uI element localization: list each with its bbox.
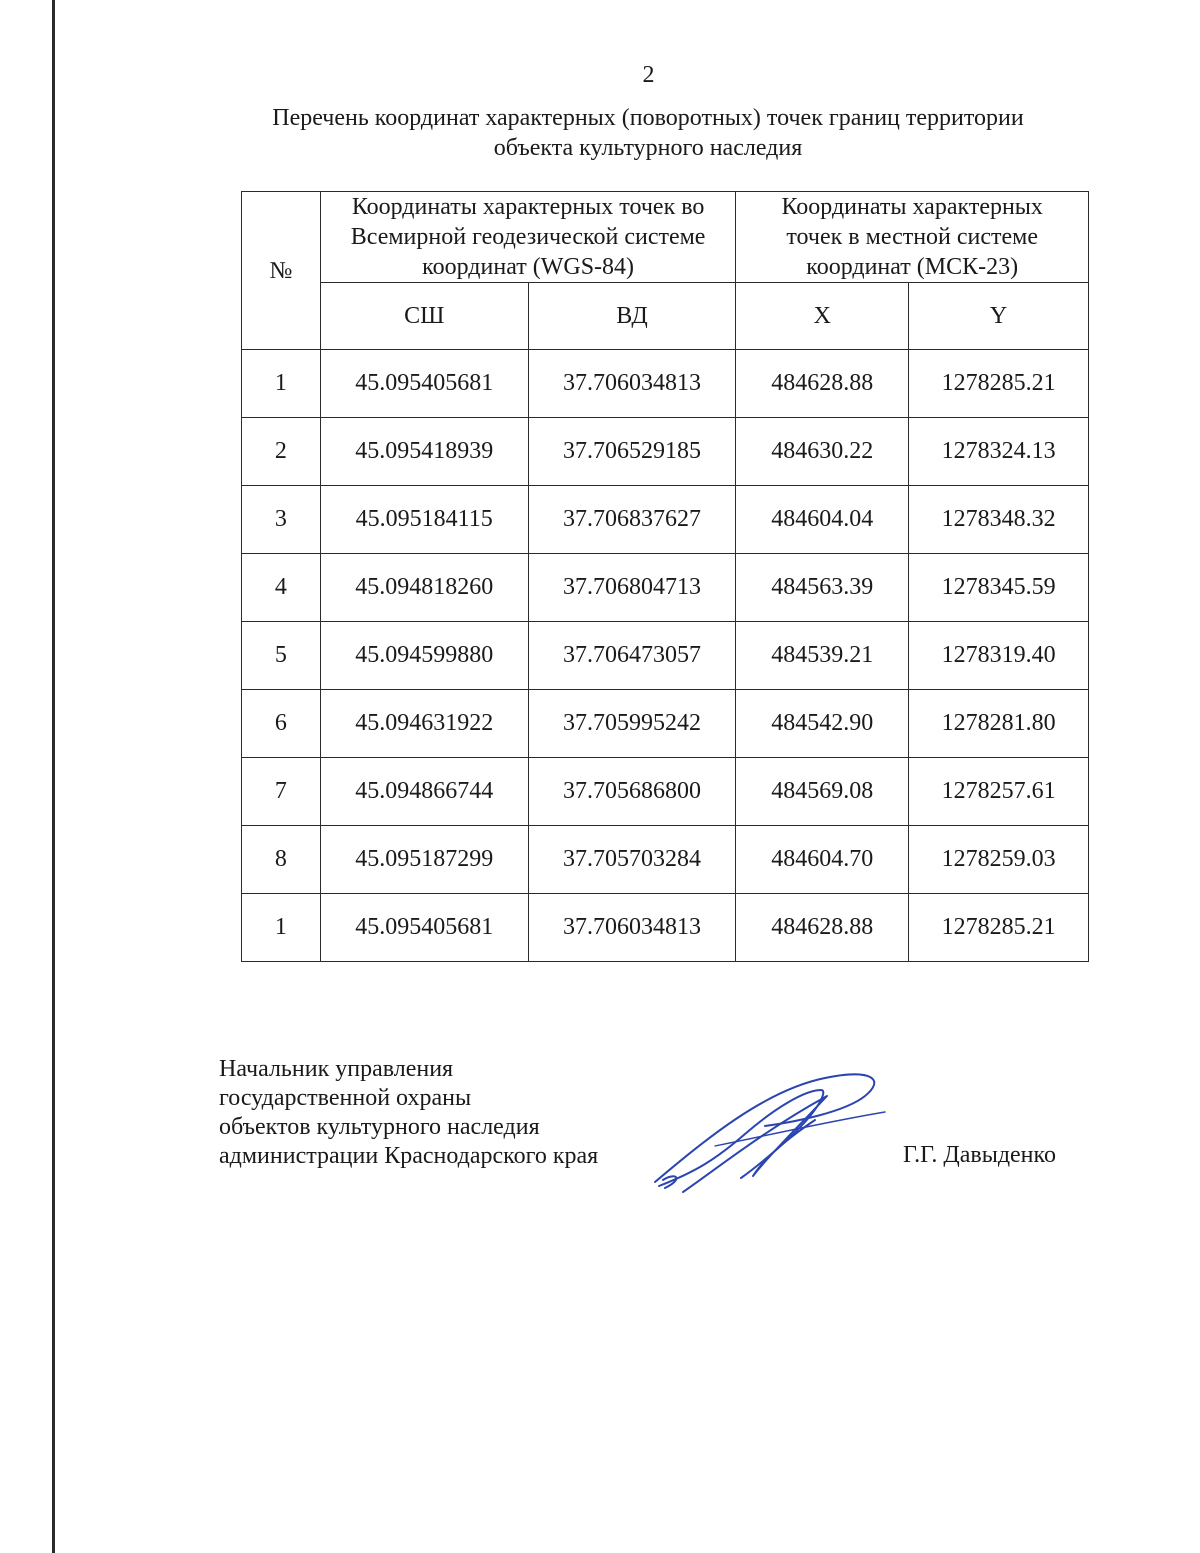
position-line-4: администрации Краснодарского края [219,1143,599,1169]
table-header-row [242,192,1089,283]
x-cell: 484604.70 [736,826,909,894]
col-lon-header: ВД [528,283,736,350]
x-cell: 484563.39 [736,554,909,622]
point-number: 1 [242,894,321,962]
latitude-cell: 45.094866744 [320,758,528,826]
latitude-cell: 45.095418939 [320,418,528,486]
latitude-cell: 45.094818260 [320,554,528,622]
msk-group-header [736,192,1089,283]
y-cell: 1278259.03 [909,826,1089,894]
signatory-position [219,1055,598,1171]
wgs-header-line-2: Всемирной геодезической системе [350,224,706,250]
y-cell: 1278257.61 [909,758,1089,826]
signer-name: Г.Г. Давыденко [903,1142,1056,1168]
latitude-cell: 45.095187299 [320,826,528,894]
point-number: 8 [242,826,321,894]
table-row [242,758,1089,826]
position-line-2: государственной охраны [219,1085,472,1111]
y-cell: 1278285.21 [909,894,1089,962]
scan-edge [52,0,55,1553]
y-cell: 1278345.59 [909,554,1089,622]
col-x-header: X [736,283,909,350]
longitude-cell: 37.706804713 [528,554,736,622]
table-row [242,418,1089,486]
document-title-line-1: Перечень координат характерных (поворотных) точек границ территории [272,105,1024,131]
point-number: 3 [242,486,321,554]
y-cell: 1278285.21 [909,350,1089,418]
longitude-cell: 37.705703284 [528,826,736,894]
position-line-1: Начальник управления [219,1056,454,1082]
col-y-header: Y [909,283,1089,350]
point-number: 4 [242,554,321,622]
table-row [242,622,1089,690]
point-number: 6 [242,690,321,758]
latitude-cell: 45.095405681 [320,894,528,962]
col-number-header: № [242,192,321,350]
document-title [200,103,1096,163]
longitude-cell: 37.705686800 [528,758,736,826]
latitude-cell: 45.095405681 [320,350,528,418]
longitude-cell: 37.706034813 [528,894,736,962]
document-title-line-2: объекта культурного наследия [493,135,803,161]
longitude-cell: 37.705995242 [528,690,736,758]
y-cell: 1278319.40 [909,622,1089,690]
point-number: 7 [242,758,321,826]
x-cell: 484542.90 [736,690,909,758]
msk-header-line-1: Координаты характерных [781,194,1043,220]
x-cell: 484539.21 [736,622,909,690]
wgs-group-header [320,192,736,283]
point-number: 2 [242,418,321,486]
wgs-header-line-1: Координаты характерных точек во [351,194,705,220]
col-lat-header: СШ [320,283,528,350]
msk-header-line-2: точек в местной системе [786,224,1039,250]
longitude-cell: 37.706529185 [528,418,736,486]
position-line-3: объектов культурного наследия [219,1114,540,1140]
msk-header-line-3: координат (МСК-23) [806,254,1019,280]
wgs-header-line-3: координат (WGS-84) [422,254,635,280]
x-cell: 484569.08 [736,758,909,826]
coordinates-table [241,191,1089,962]
handwritten-signature [645,1060,905,1200]
x-cell: 484630.22 [736,418,909,486]
table-row [242,826,1089,894]
point-number: 1 [242,350,321,418]
table-row [242,350,1089,418]
y-cell: 1278281.80 [909,690,1089,758]
table-row [242,690,1089,758]
latitude-cell: 45.094631922 [320,690,528,758]
x-cell: 484628.88 [736,894,909,962]
longitude-cell: 37.706034813 [528,350,736,418]
y-cell: 1278348.32 [909,486,1089,554]
longitude-cell: 37.706837627 [528,486,736,554]
point-number: 5 [242,622,321,690]
table-row [242,894,1089,962]
latitude-cell: 45.094599880 [320,622,528,690]
page-number: 2 [642,62,655,88]
signature-strokes [655,1074,885,1192]
y-cell: 1278324.13 [909,418,1089,486]
longitude-cell: 37.706473057 [528,622,736,690]
latitude-cell: 45.095184115 [320,486,528,554]
x-cell: 484604.04 [736,486,909,554]
table-row [242,554,1089,622]
table-row [242,486,1089,554]
x-cell: 484628.88 [736,350,909,418]
table-subheader-row [242,283,1089,350]
